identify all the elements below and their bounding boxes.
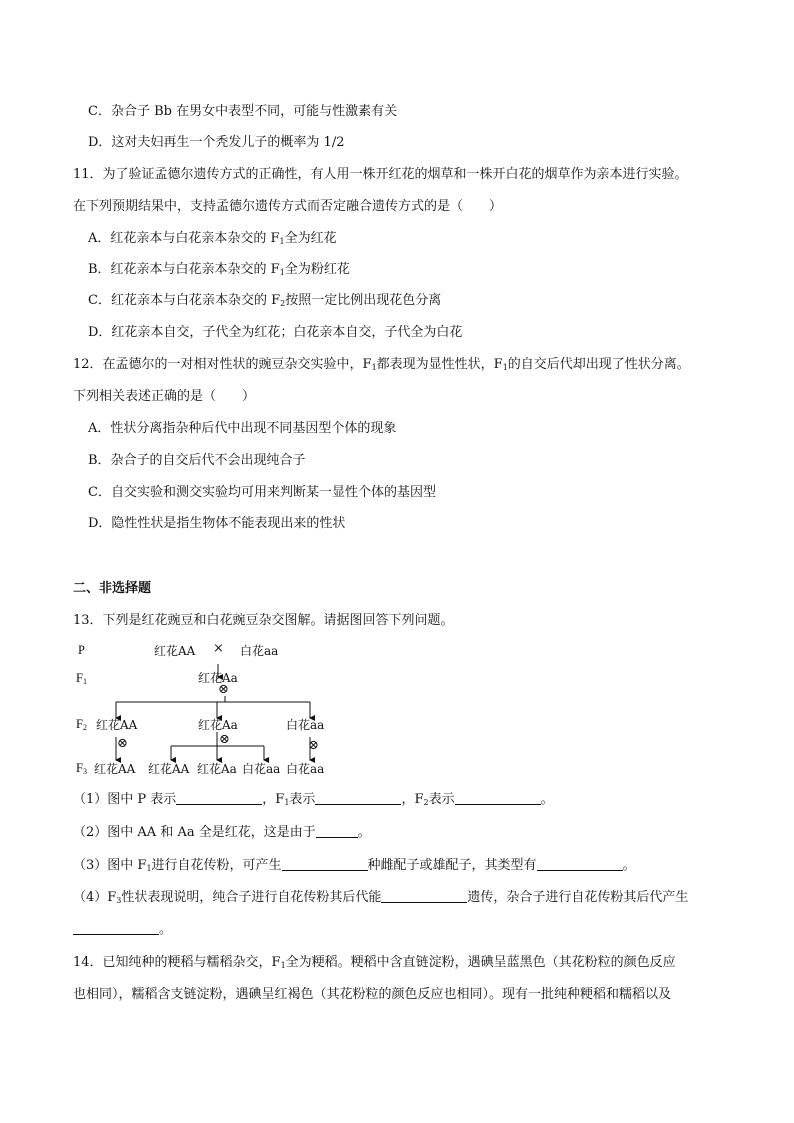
q13-sub1: （1）图中 P 表示 ，$F_1$表示 ，$F_2$表示 。	[73, 792, 554, 807]
gen-label-p: P	[78, 643, 85, 657]
q13-stem: 13．下列是红花豌豆和白花豌豆杂交图解。请据图回答下列问题。	[73, 613, 454, 628]
self-cross-icon: ⊗	[117, 736, 128, 751]
q14-line2: 也相同），糯稻含支链淀粉，遇碘呈红褐色（其花粉粒的颜色反应也相同）。现有一批纯种粳稻和糯稻以及	[73, 987, 672, 1002]
answer-blank[interactable]	[176, 792, 262, 805]
self-cross-icon: ⊗	[219, 732, 230, 747]
self-cross-icon: ⊗	[308, 738, 319, 753]
f3-red-aa-2: 红花AA	[148, 762, 190, 776]
answer-blank[interactable]	[73, 922, 159, 935]
gen-label-f3: $F_3$	[76, 761, 87, 776]
q13-sub4-cont: 。	[73, 922, 172, 938]
q12-option-c: C．自交实验和测交实验均可用来判断某一显性个体的基因型	[88, 485, 436, 500]
q13-sub4: $(4)F_3$性状表现说明，纯合子进行自花传粉其后代能 遗传，杂合子进行自花传粉其后代产生	[73, 890, 689, 905]
q12-option-b: B．杂合子的自交后代不会出现纯合子	[88, 453, 306, 468]
self-cross-icon: ⊗	[218, 682, 229, 697]
q12-stem-line1: 12．在孟德尔的一对相对性状的豌豆杂交实验中，$F_1$都表现为显性性状，$F_1$的自交后代却出现了性状分离。	[73, 357, 690, 372]
f2-white-aa: 白花aa	[286, 718, 325, 732]
f3-red-aa: 红花AA	[94, 762, 136, 776]
q11-stem-line1: 11．为了验证孟德尔遗传方式的正确性，有人用一株开红花的烟草和一株开白花的烟草作为亲本进行实验。	[73, 167, 688, 182]
f2-red-aa: 红花AA	[96, 718, 138, 732]
f3-red-aa-het: 红花Aa	[197, 762, 237, 776]
q10-option-d: D．这对夫妇再生一个秃发儿子的概率为 1/2	[88, 135, 345, 150]
answer-blank[interactable]	[455, 792, 541, 805]
q10-option-c: C．杂合子 Bb 在男女中表型不同，可能与性激素有关	[88, 104, 398, 119]
q11-option-b: B．红花亲本与白花亲本杂交的 $F_1$全为粉红花	[88, 262, 350, 277]
q11-option-c: C．红花亲本与白花亲本杂交的 $F_2$按照一定比例出现花色分离	[88, 293, 442, 308]
f1-offspring: 红花Aa	[198, 671, 238, 685]
cross-symbol: ×	[213, 641, 224, 656]
q13-sub2: （2）图中 AA 和 Aa 全是红花，这是由于 。	[73, 825, 371, 840]
q12-option-d: D．隐性性状是指生物体不能表现出来的性状	[88, 516, 346, 531]
gen-label-f1: $F_1$	[76, 671, 87, 686]
diagram-lines	[70, 640, 370, 780]
answer-blank[interactable]	[537, 858, 623, 871]
q11-option-a: A．红花亲本与白花亲本杂交的 $F_1$全为红花	[88, 231, 337, 246]
cross-diagram	[70, 640, 370, 780]
p-white-parent: 白花aa	[240, 644, 279, 658]
gen-label-f2: $F_2$	[76, 717, 87, 732]
f3-white-aa-2: 白花aa	[286, 762, 325, 776]
answer-blank[interactable]	[381, 890, 467, 903]
f3-white-aa: 白花aa	[242, 762, 281, 776]
answer-blank[interactable]	[315, 792, 401, 805]
q11-option-d: D．红花亲本自交，子代全为红花；白花亲本自交，子代全为白花	[88, 325, 463, 340]
p-red-parent: 红花AA	[154, 644, 196, 658]
q12-option-a: A．性状分离指杂种后代中出现不同基因型个体的现象	[88, 421, 397, 436]
q12-stem-line2: 下列相关表述正确的是（ ）	[73, 389, 256, 404]
answer-blank[interactable]	[282, 858, 368, 871]
answer-blank[interactable]	[316, 825, 358, 838]
section-heading: 二、非选择题	[73, 581, 152, 596]
f2-red-aa-het: 红花Aa	[198, 718, 238, 732]
q14-line1: 14．已知纯种的粳稻与糯稻杂交，$F_1$全为粳稻。粳稻中含直链淀粉，遇碘呈蓝黑色（其花粉粒的颜色反应	[73, 955, 676, 970]
q11-stem-line2: 在下列预期结果中，支持孟德尔遗传方式而否定融合遗传方式的是（ ）	[73, 199, 503, 214]
q13-sub3: （3）图中 $F_1$进行自花传粉，可产生 种雌配子或雄配子，其类型有 。	[73, 858, 636, 873]
